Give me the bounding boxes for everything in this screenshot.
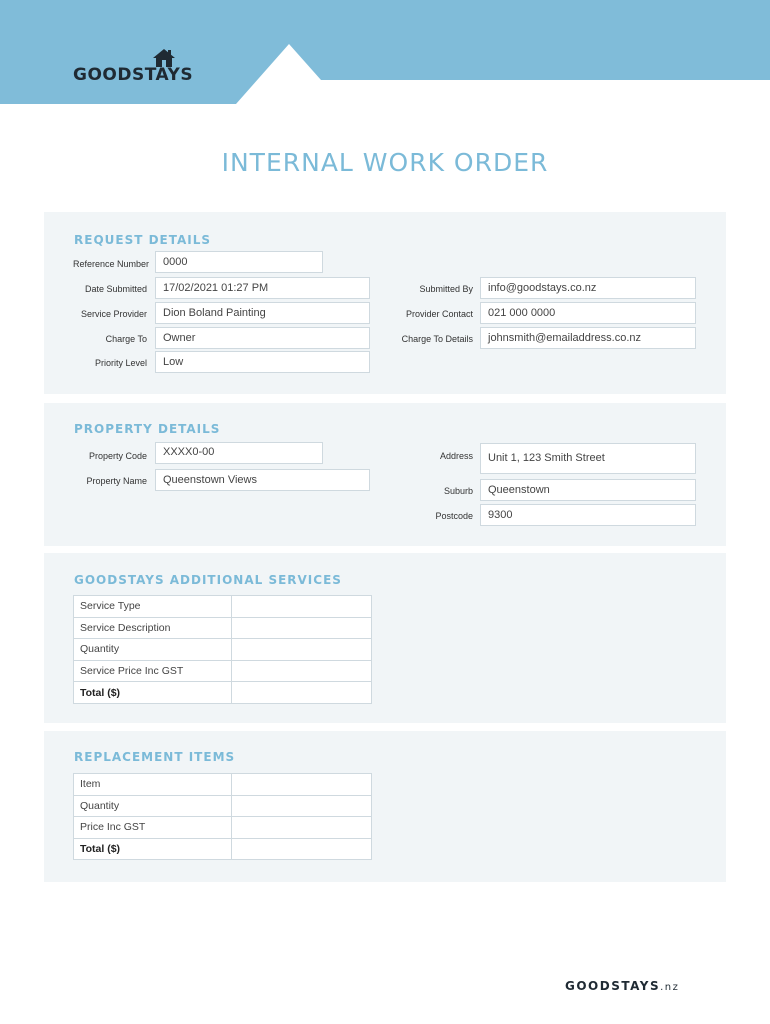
total-label: Total ($): [74, 682, 232, 704]
reference-number-field[interactable]: 0000: [155, 251, 323, 273]
row-value-cell[interactable]: [232, 795, 372, 817]
replacement-items-table: [73, 773, 372, 860]
additional-services-table: [73, 595, 372, 704]
footer-brand-tld: .nz: [660, 982, 680, 993]
property-name-label: Property Name: [86, 476, 147, 486]
reference-number-label: Reference Number: [72, 259, 149, 269]
replacement-items-heading: REPLACEMENT ITEMS: [74, 750, 236, 764]
row-label: Service Price Inc GST: [74, 660, 232, 682]
row-value-cell[interactable]: [232, 617, 372, 639]
row-value-cell[interactable]: [232, 660, 372, 682]
table-row: [74, 617, 372, 639]
postcode-label: Postcode: [435, 511, 473, 521]
provider-contact-field[interactable]: 021 000 0000: [480, 302, 696, 324]
table-row: [74, 774, 372, 796]
property-code-label: Property Code: [88, 451, 147, 461]
service-provider-field[interactable]: Dion Boland Painting: [155, 302, 370, 324]
priority-level-label: Priority Level: [94, 358, 147, 368]
property-code-field[interactable]: XXXX0-00: [155, 442, 323, 464]
table-row: [74, 682, 372, 704]
footer-brand-name: GOODSTAYS: [565, 979, 661, 993]
property-details-panel: [44, 403, 726, 546]
row-label: Price Inc GST: [74, 817, 232, 839]
footer-logo: [565, 979, 679, 993]
total-label: Total ($): [74, 838, 232, 860]
row-value-cell[interactable]: [232, 774, 372, 796]
table-row: [74, 795, 372, 817]
additional-services-heading: GOODSTAYS ADDITIONAL SERVICES: [74, 573, 342, 587]
additional-services-panel: [44, 553, 726, 723]
row-value-cell[interactable]: [232, 639, 372, 661]
date-submitted-field[interactable]: 17/02/2021 01:27 PM: [155, 277, 370, 299]
submitted-by-label: Submitted By: [419, 284, 473, 294]
row-value-cell[interactable]: [232, 817, 372, 839]
charge-to-details-label: Charge To Details: [401, 334, 473, 344]
suburb-label: Suburb: [443, 486, 473, 496]
total-value-cell[interactable]: [232, 838, 372, 860]
postcode-field[interactable]: 9300: [480, 504, 696, 526]
table-row: [74, 817, 372, 839]
service-provider-label: Service Provider: [80, 309, 147, 319]
suburb-field[interactable]: Queenstown: [480, 479, 696, 501]
goodstays-logo: [73, 47, 215, 87]
row-label: Service Type: [74, 596, 232, 618]
table-row: [74, 596, 372, 618]
date-submitted-label: Date Submitted: [84, 284, 147, 294]
table-row: [74, 838, 372, 860]
charge-to-field[interactable]: Owner: [155, 327, 370, 349]
address-field[interactable]: Unit 1, 123 Smith Street: [480, 443, 696, 474]
priority-level-field[interactable]: Low: [155, 351, 370, 373]
row-label: Quantity: [74, 639, 232, 661]
row-label: Service Description: [74, 617, 232, 639]
total-value-cell[interactable]: [232, 682, 372, 704]
row-label: Quantity: [74, 795, 232, 817]
submitted-by-field[interactable]: info@goodstays.co.nz: [480, 277, 696, 299]
address-label: Address: [439, 451, 473, 461]
charge-to-details-field[interactable]: johnsmith@emailaddress.co.nz: [480, 327, 696, 349]
property-details-heading: PROPERTY DETAILS: [74, 422, 221, 436]
request-details-panel: [44, 212, 726, 394]
row-label: Item: [74, 774, 232, 796]
charge-to-label: Charge To: [105, 334, 147, 344]
property-name-field[interactable]: Queenstown Views: [155, 469, 370, 491]
table-row: [74, 639, 372, 661]
replacement-items-panel: [44, 731, 726, 882]
table-row: [74, 660, 372, 682]
page-title: INTERNAL WORK ORDER: [221, 148, 549, 177]
provider-contact-label: Provider Contact: [405, 309, 473, 319]
row-value-cell[interactable]: [232, 596, 372, 618]
logo-wordmark: GOODSTAYS: [73, 65, 194, 85]
request-details-heading: REQUEST DETAILS: [74, 233, 212, 247]
